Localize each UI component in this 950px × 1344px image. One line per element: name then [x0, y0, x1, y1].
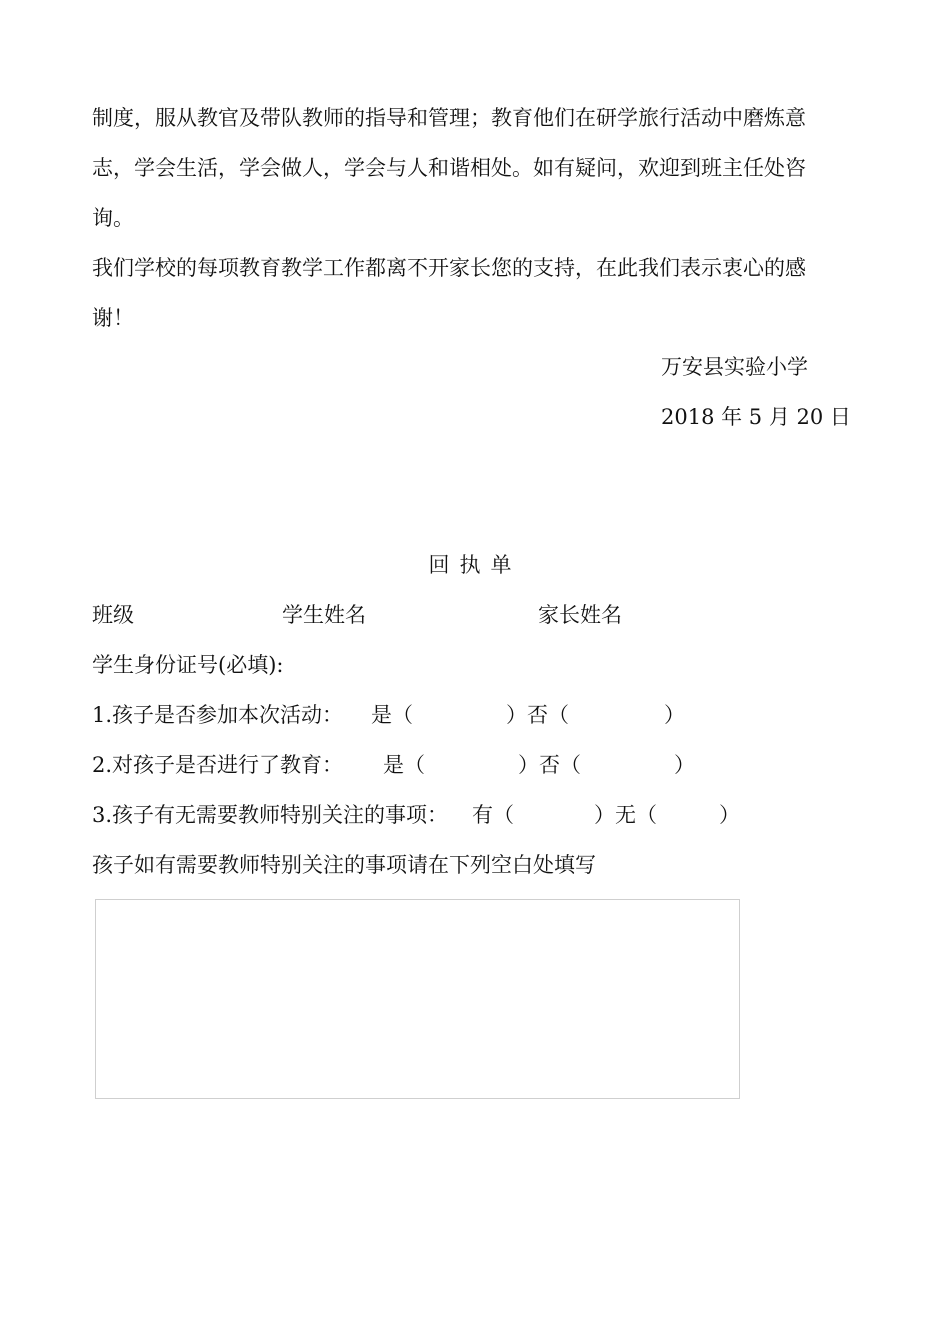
question-2-no[interactable]: ）否（: [518, 753, 581, 777]
class-label: 班级: [92, 603, 134, 627]
question-3-no[interactable]: ）无（: [594, 803, 657, 827]
question-1-close: ）: [664, 703, 685, 727]
question-1-yes[interactable]: 是（: [371, 703, 413, 727]
signature-school: 万安县实验小学: [661, 355, 808, 379]
paragraph-1-line-2: 志，学会生活，学会做人，学会与人和谐相处。如有疑问，欢迎到班主任处咨: [92, 156, 806, 180]
paragraph-2-line-1: 我们学校的每项教育教学工作都离不开家长您的支持，在此我们表示衷心的感: [92, 256, 806, 280]
question-2-yes[interactable]: 是（: [383, 753, 425, 777]
student-id-label: 学生身份证号(必填):: [92, 653, 284, 677]
paragraph-1-line-1: 制度，服从教官及带队教师的指导和管理；教育他们在研学旅行活动中磨炼意: [92, 106, 806, 130]
notes-box[interactable]: [95, 899, 740, 1099]
question-1-text: 1.孩子是否参加本次活动：: [92, 703, 344, 727]
student-name-label: 学生姓名: [282, 603, 366, 627]
notes-prompt: 孩子如有需要教师特别关注的事项请在下列空白处填写: [92, 853, 596, 877]
question-3-text: 3.孩子有无需要教师特别关注的事项：: [92, 803, 449, 827]
question-2-text: 2.对孩子是否进行了教育：: [92, 753, 344, 777]
question-3-yes[interactable]: 有（: [472, 803, 514, 827]
question-2-close: ）: [674, 753, 695, 777]
receipt-title: 回执单: [428, 553, 522, 577]
paragraph-1-line-3: 询。: [92, 206, 134, 230]
paragraph-2-line-2: 谢！: [92, 306, 134, 330]
question-1-no[interactable]: ）否（: [506, 703, 569, 727]
question-3-close: ）: [719, 803, 740, 827]
signature-date: 2018 年 5 月 20 日: [661, 405, 851, 429]
parent-name-label: 家长姓名: [538, 603, 622, 627]
